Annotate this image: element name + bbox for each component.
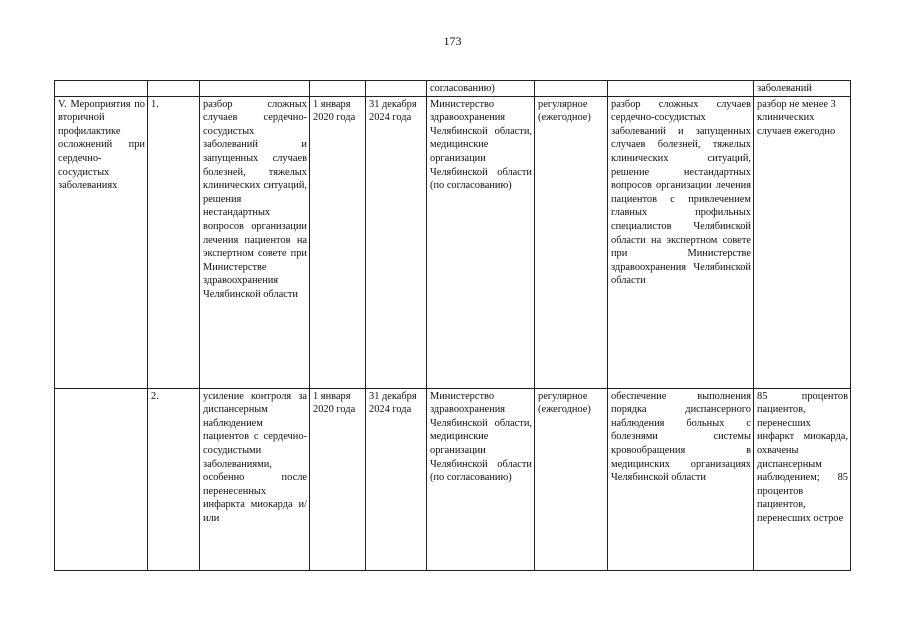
table-row — [55, 96, 851, 388]
periodicity-cell: регулярное (ежегодное) — [535, 96, 608, 388]
cont-cell-1 — [55, 81, 148, 97]
cont-cell-4 — [310, 81, 366, 97]
item-number: 2. — [148, 388, 200, 570]
item-number: 1. — [148, 96, 200, 388]
cont-cell-3 — [200, 81, 310, 97]
cont-cell-responsible: согласованию) — [427, 81, 535, 97]
section-title: V. Мероприятия по вторичной профилактике осложнений при сердечно-сосудистых заболеваниях — [55, 96, 148, 388]
responsible-cell: Министерство здравоохранения Челябинской области, медицинские организации Челябинской области (по согласованию) — [427, 388, 535, 570]
activity-cell: усиление контроля за диспансерным наблюдением пациентов с сердечно-сосудистыми заболеваниями, особенно после перенесенных инфаркта миокарда и/или — [200, 388, 310, 570]
measures-table — [54, 80, 851, 571]
indicator-cell: разбор не менее 3 клинических случаев ежегодно — [754, 96, 851, 388]
end-date-cell: 31 декабря 2024 года — [366, 388, 427, 570]
section-title — [55, 388, 148, 570]
end-date-cell: 31 декабря 2024 года — [366, 96, 427, 388]
result-cell: разбор сложных случаев сердечно-сосудистых заболеваний и запущенных случаев болезней, тяжелых клинических ситуаций, решение нестандартных вопросов организации лечения пациентов с привлечением главных профильных специалистов Челябинской области на экспертном совете при Министерстве здравоохранения Челябинской области — [608, 96, 754, 388]
table-row — [55, 388, 851, 570]
responsible-cell: Министерство здравоохранения Челябинской области, медицинские организации Челябинской области (по согласованию) — [427, 96, 535, 388]
periodicity-cell: регулярное (ежегодное) — [535, 388, 608, 570]
start-date-cell: 1 января 2020 года — [310, 388, 366, 570]
indicator-cell: 85 процентов пациентов, перенесших инфаркт миокарда, охвачены диспансерным наблюдением; 85 процентов пациентов, перенесших острое — [754, 388, 851, 570]
activity-cell: разбор сложных случаев сердечно-сосудистых заболеваний и запущенных случаев болезней, тяжелых клинических ситуаций, решения нестандартных вопросов организации лечения пациентов на экспертном совете при Министерстве здравоохранения Челябинской области — [200, 96, 310, 388]
result-cell: обеспечение выполнения порядка диспансерного наблюдения больных с болезнями системы кровообращения в медицинских организациях Челябинской области — [608, 388, 754, 570]
start-date-cell: 1 января 2020 года — [310, 96, 366, 388]
page-number: 173 — [443, 34, 462, 48]
cont-cell-7 — [535, 81, 608, 97]
cont-cell-8 — [608, 81, 754, 97]
cont-cell-2 — [148, 81, 200, 97]
continuation-row — [55, 81, 851, 97]
cont-cell-5 — [366, 81, 427, 97]
cont-cell-indicator: заболеваний — [754, 81, 851, 97]
